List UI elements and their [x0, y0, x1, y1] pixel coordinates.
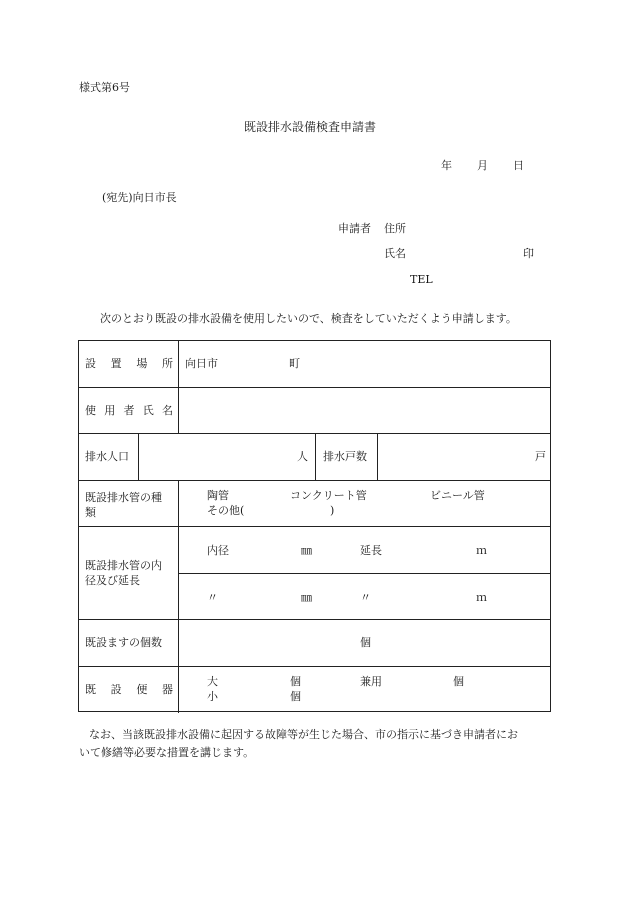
- location-town: 町: [289, 357, 300, 370]
- row-divider: [79, 619, 550, 620]
- row-divider: [79, 387, 550, 388]
- toilets-label: 既 設 便 器: [85, 683, 173, 696]
- households-label: 排水戸数: [323, 450, 367, 463]
- pipe-length-unit: ｍ: [476, 544, 487, 557]
- ditto-mark: 〃: [207, 591, 218, 604]
- ditto-mark-2: 〃: [360, 591, 371, 604]
- pipe-type-label-1: 既設排水管の種: [85, 491, 162, 504]
- pipe-diameter-unit-2: ㎜: [301, 591, 312, 604]
- application-form-table: [78, 340, 551, 712]
- basins-unit: 個: [360, 636, 371, 649]
- column-divider: [178, 480, 179, 713]
- pipe-length-label: 延長: [360, 544, 382, 557]
- column-divider: [377, 433, 378, 480]
- basins-label: 既設ますの個数: [85, 636, 162, 649]
- toilet-small-unit: 個: [290, 690, 301, 703]
- seal-mark: 印: [523, 247, 534, 260]
- pipe-type-concrete: コンクリート管: [290, 489, 367, 502]
- row-divider-sub: [178, 573, 550, 574]
- row-divider: [79, 526, 550, 527]
- name-label: 氏名: [384, 247, 406, 260]
- row-divider: [79, 666, 550, 667]
- column-divider: [315, 433, 316, 480]
- column-divider: [178, 341, 179, 433]
- address-label: 住所: [384, 222, 406, 235]
- pipe-type-other-close: ): [330, 504, 335, 517]
- tel-label: TEL: [410, 273, 433, 286]
- column-divider: [138, 433, 139, 480]
- population-unit: 人: [297, 450, 308, 463]
- population-label: 排水人口: [85, 450, 129, 463]
- date-day: 日: [513, 159, 524, 172]
- pipe-size-label-1: 既設排水管の内: [85, 559, 162, 572]
- note-line-1: なお、当該既設排水設備に起因する故障等が生じた場合、市の指示に基づき申請者にお: [89, 728, 518, 741]
- user-name-label: 使 用 者 氏 名: [85, 404, 173, 417]
- pipe-type-clay: 陶管: [207, 489, 229, 502]
- toilet-small: 小: [207, 690, 218, 703]
- toilet-large: 大: [207, 675, 218, 688]
- location-city: 向日市: [185, 357, 218, 370]
- applicant-label: 申請者: [338, 222, 371, 235]
- document-title: 既設排水設備検査申請書: [244, 120, 377, 134]
- note-line-2: いて修繕等必要な措置を講じます。: [79, 746, 255, 759]
- intro-text: 次のとおり既設の排水設備を使用したいので、検査をしていただくよう申請します。: [100, 312, 517, 325]
- pipe-diameter-label: 内径: [207, 544, 229, 557]
- pipe-type-other-open: その他(: [207, 504, 245, 517]
- toilet-shared-unit: 個: [453, 675, 464, 688]
- date-month: 月: [477, 159, 488, 172]
- pipe-diameter-unit: ㎜: [301, 544, 312, 557]
- addressee: (宛先)向日市長: [102, 191, 177, 204]
- pipe-type-vinyl: ビニール管: [430, 489, 485, 502]
- row-divider: [79, 480, 550, 481]
- pipe-size-label-2: 径及び延長: [85, 574, 140, 587]
- pipe-type-label-2: 類: [85, 506, 96, 519]
- toilet-large-unit: 個: [290, 675, 301, 688]
- location-label: 設 置 場 所: [85, 357, 173, 370]
- date-year: 年: [441, 159, 452, 172]
- form-number: 様式第6号: [79, 81, 130, 94]
- pipe-length-unit-2: ｍ: [476, 591, 487, 604]
- toilet-shared: 兼用: [360, 675, 382, 688]
- households-unit: 戸: [535, 450, 546, 463]
